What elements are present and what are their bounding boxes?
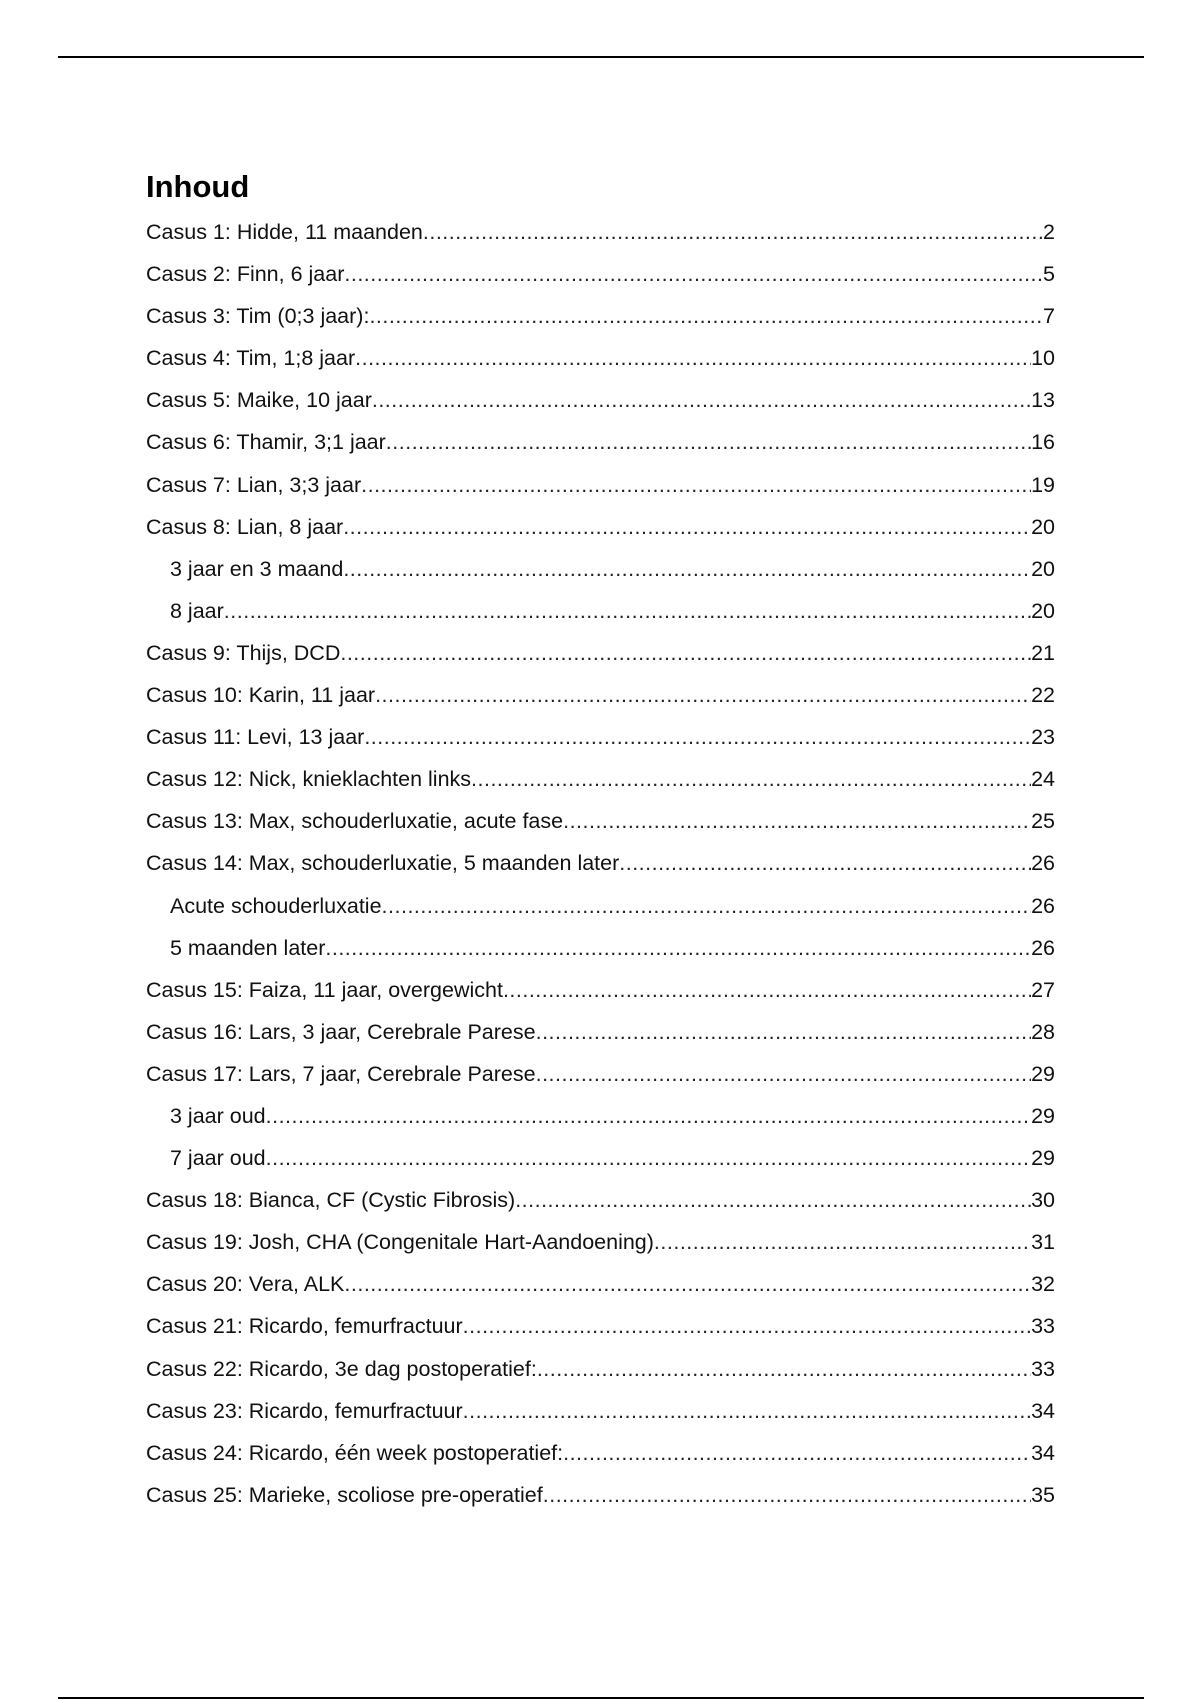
toc-dot-leader (463, 1305, 1031, 1347)
toc-entry-page-number: 28 (1031, 1019, 1055, 1044)
toc-dot-leader (654, 1221, 1031, 1263)
toc-entry-label: 7 jaar oud (170, 1146, 266, 1171)
toc-entry-page-number: 27 (1031, 977, 1055, 1002)
toc-entry[interactable] (146, 1137, 1055, 1179)
toc-entry-label: Casus 14: Max, schouderluxatie, 5 maanden later (146, 851, 620, 876)
toc-entry[interactable] (146, 1179, 1055, 1221)
toc-entry-label: Casus 19: Josh, CHA (Congenitale Hart-Aandoening) (146, 1230, 654, 1255)
toc-entry-page-number: 24 (1031, 767, 1055, 792)
toc-entry-page-number: 29 (1031, 1061, 1055, 1086)
toc-entry[interactable] (146, 379, 1055, 421)
toc-entry[interactable] (146, 590, 1055, 632)
toc-entry-label: Casus 11: Levi, 13 jaar (146, 725, 365, 750)
toc-entry-label: Casus 12: Nick, knieklachten links (146, 767, 472, 792)
toc-entry[interactable] (146, 1474, 1055, 1516)
toc-entry-page-number: 30 (1031, 1188, 1055, 1213)
toc-entry[interactable] (146, 464, 1055, 506)
toc-entry[interactable] (146, 1011, 1055, 1053)
toc-entry-label: Casus 4: Tim, 1;8 jaar (146, 346, 356, 371)
toc-entry[interactable] (146, 716, 1055, 758)
toc-entry-page-number: 32 (1031, 1272, 1055, 1297)
toc-entry[interactable] (146, 337, 1055, 379)
toc-entry[interactable] (146, 1263, 1055, 1305)
toc-dot-leader (343, 548, 1031, 590)
toc-dot-leader (563, 800, 1031, 842)
toc-entry[interactable] (146, 211, 1055, 253)
toc-entry-label: Acute schouderluxatie (170, 893, 382, 918)
toc-entry-page-number: 26 (1031, 851, 1055, 876)
toc-entry-page-number: 31 (1031, 1230, 1055, 1255)
toc-entry-label: 8 jaar (170, 598, 224, 623)
toc-dot-leader (364, 716, 1031, 758)
toc-entry-label: Casus 9: Thijs, DCD (146, 640, 341, 665)
toc-entry-page-number: 10 (1031, 346, 1055, 371)
toc-dot-leader (382, 885, 1032, 927)
toc-entry[interactable] (146, 674, 1055, 716)
toc-entry-page-number: 26 (1031, 935, 1055, 960)
toc-entry-page-number: 13 (1031, 388, 1055, 413)
toc-dot-leader (361, 464, 1031, 506)
toc-entry[interactable] (146, 758, 1055, 800)
toc-entry-label: Casus 2: Finn, 6 jaar (146, 262, 345, 287)
toc-entry-label: Casus 10: Karin, 11 jaar (146, 683, 376, 708)
header-rule (58, 56, 1144, 58)
toc-dot-leader (372, 379, 1031, 421)
toc-entry[interactable] (146, 1221, 1055, 1263)
toc-entry-page-number: 33 (1031, 1356, 1055, 1381)
toc-entry-page-number: 16 (1031, 430, 1055, 455)
toc-dot-leader (619, 842, 1031, 884)
toc-dot-leader (536, 1053, 1031, 1095)
toc-entry-label: 3 jaar en 3 maand (170, 556, 344, 581)
toc-entry-label: Casus 20: Vera, ALK (146, 1272, 345, 1297)
toc-dot-leader (543, 1474, 1031, 1516)
toc-dot-leader (471, 758, 1031, 800)
toc-entry-label: Casus 6: Thamir, 3;1 jaar (146, 430, 386, 455)
toc-entry-list (146, 211, 1055, 1516)
toc-entry-label: Casus 16: Lars, 3 jaar, Cerebrale Parese (146, 1019, 536, 1044)
toc-dot-leader (563, 1432, 1031, 1474)
toc-dot-leader (266, 1137, 1031, 1179)
toc-dot-leader (224, 590, 1031, 632)
toc-dot-leader (375, 674, 1031, 716)
toc-dot-leader (515, 1179, 1031, 1221)
toc-entry[interactable] (146, 548, 1055, 590)
toc-dot-leader (386, 421, 1031, 463)
toc-entry-page-number: 2 (1043, 220, 1055, 244)
toc-entry-page-number: 29 (1031, 1103, 1055, 1128)
toc-entry-label: Casus 21: Ricardo, femurfractuur (146, 1314, 463, 1339)
toc-entry-page-number: 7 (1043, 304, 1055, 329)
toc-dot-leader (325, 927, 1031, 969)
toc-entry-page-number: 33 (1031, 1314, 1055, 1339)
toc-entry-page-number: 34 (1031, 1440, 1055, 1465)
toc-entry-page-number: 29 (1031, 1146, 1055, 1171)
toc-entry[interactable] (146, 506, 1055, 548)
toc-entry[interactable] (146, 1390, 1055, 1432)
toc-entry-label: 3 jaar oud (170, 1103, 266, 1128)
toc-entry[interactable] (146, 253, 1055, 295)
toc-dot-leader (503, 969, 1031, 1011)
toc-entry[interactable] (146, 969, 1055, 1011)
toc-title: Inhoud (146, 169, 250, 204)
toc-entry-page-number: 5 (1043, 262, 1055, 287)
toc-entry-label: Casus 17: Lars, 7 jaar, Cerebrale Parese (146, 1061, 536, 1086)
toc-entry-page-number: 35 (1031, 1482, 1055, 1507)
toc-entry-page-number: 20 (1031, 556, 1055, 581)
toc-dot-leader (344, 1263, 1031, 1305)
toc-entry-page-number: 22 (1031, 683, 1055, 708)
toc-dot-leader (266, 1095, 1031, 1137)
toc-entry[interactable] (146, 1053, 1055, 1095)
toc-entry[interactable] (146, 1432, 1055, 1474)
toc-entry-label: Casus 7: Lian, 3;3 jaar (146, 472, 362, 497)
footer-rule (58, 1697, 1144, 1699)
toc-dot-leader (537, 1348, 1031, 1390)
toc-entry-page-number: 20 (1031, 514, 1055, 539)
table-of-contents (146, 163, 1055, 1516)
toc-dot-leader (343, 506, 1031, 548)
toc-dot-leader (369, 295, 1043, 337)
toc-entry-label: Casus 3: Tim (0;3 jaar): (146, 304, 370, 329)
toc-entry-page-number: 23 (1031, 725, 1055, 750)
toc-entry-page-number: 19 (1031, 472, 1055, 497)
toc-entry-page-number: 34 (1031, 1398, 1055, 1423)
toc-entry-page-number: 26 (1031, 893, 1055, 918)
toc-entry[interactable] (146, 800, 1055, 842)
toc-entry-page-number: 20 (1031, 598, 1055, 623)
toc-dot-leader (355, 337, 1031, 379)
toc-entry-label: Casus 24: Ricardo, één week postoperatief: (146, 1440, 564, 1465)
toc-entry[interactable] (146, 885, 1055, 927)
toc-entry-label: 5 maanden later (170, 935, 326, 960)
toc-entry[interactable] (146, 632, 1055, 674)
toc-dot-leader (423, 211, 1043, 253)
toc-entry[interactable] (146, 842, 1055, 884)
toc-entry-page-number: 25 (1031, 809, 1055, 834)
toc-dot-leader (536, 1011, 1031, 1053)
toc-entry[interactable] (146, 1348, 1055, 1390)
toc-entry-page-number: 21 (1031, 640, 1055, 665)
toc-entry[interactable] (146, 1305, 1055, 1347)
toc-entry-label: Casus 23: Ricardo, femurfractuur (146, 1398, 463, 1423)
toc-entry-label: Casus 25: Marieke, scoliose pre-operatief (146, 1482, 543, 1507)
toc-entry-label: Casus 22: Ricardo, 3e dag postoperatief: (146, 1356, 537, 1381)
toc-entry-label: Casus 13: Max, schouderluxatie, acute fase (146, 809, 564, 834)
toc-entry[interactable] (146, 1095, 1055, 1137)
toc-entry-label: Casus 5: Maike, 10 jaar (146, 388, 372, 413)
toc-entry-label: Casus 18: Bianca, CF (Cystic Fibrosis) (146, 1188, 516, 1213)
toc-dot-leader (463, 1390, 1031, 1432)
toc-entry-label: Casus 8: Lian, 8 jaar (146, 514, 344, 539)
toc-dot-leader (340, 632, 1031, 674)
toc-dot-leader (344, 253, 1043, 295)
toc-entry[interactable] (146, 295, 1055, 337)
toc-entry-label: Casus 1: Hidde, 11 maanden (146, 220, 423, 244)
toc-entry[interactable] (146, 421, 1055, 463)
toc-entry[interactable] (146, 927, 1055, 969)
toc-entry-label: Casus 15: Faiza, 11 jaar, overgewicht (146, 977, 503, 1002)
